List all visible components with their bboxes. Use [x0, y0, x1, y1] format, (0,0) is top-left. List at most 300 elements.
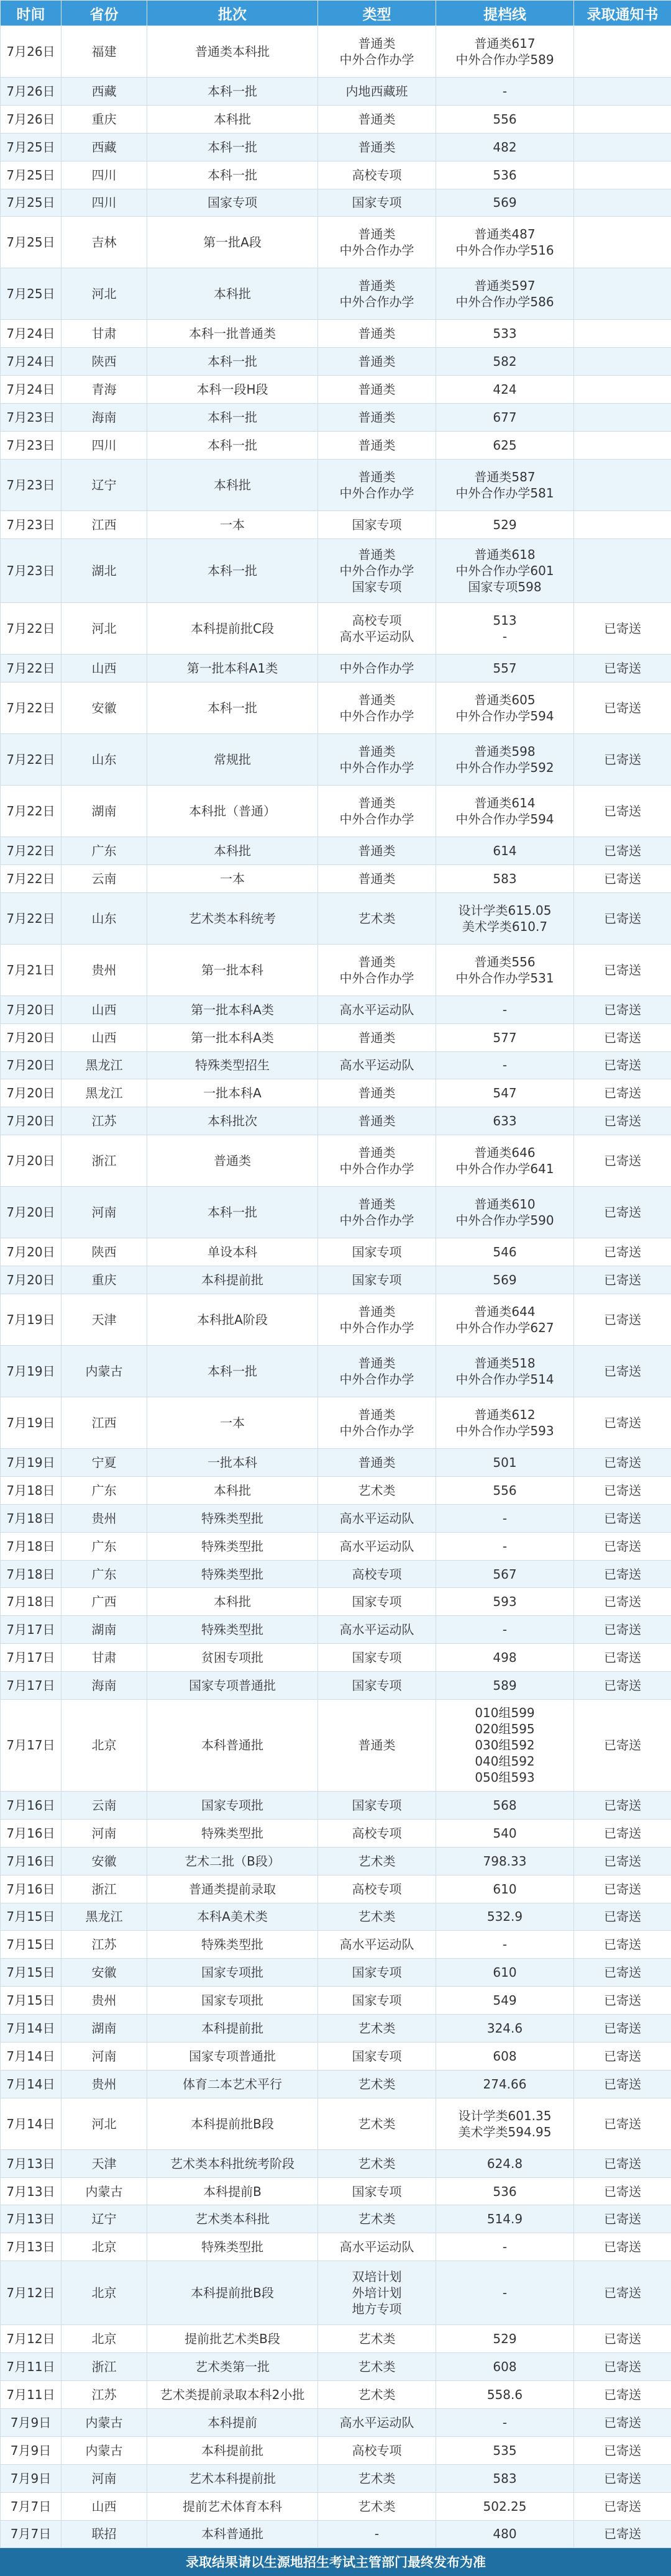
cell-province: 重庆	[62, 105, 147, 133]
cell-batch: 本科提前批	[147, 2015, 318, 2043]
header-type: 类型	[318, 1, 436, 26]
cell-notice: 已寄送	[574, 2353, 671, 2381]
cell-type: 普通类	[318, 1699, 436, 1791]
cell-province: 广东	[62, 1560, 147, 1588]
cell-type: 普通类 中外合作办学	[318, 733, 436, 785]
cell-batch: 本科批	[147, 837, 318, 864]
cell-batch: 本科批	[147, 1588, 318, 1616]
cell-date: 7月21日	[1, 944, 62, 995]
cell-type: 国家专项	[318, 1266, 436, 1294]
cell-date: 7月24日	[1, 320, 62, 348]
cell-notice: 已寄送	[574, 944, 671, 995]
cell-notice: 已寄送	[574, 1294, 671, 1345]
cell-batch: 一批本科	[147, 1449, 318, 1477]
table-row	[1, 995, 671, 1023]
cell-date: 7月19日	[1, 1449, 62, 1477]
cell-batch: 本科批次	[147, 1107, 318, 1135]
cell-notice	[574, 105, 671, 133]
cell-score: 513 -	[436, 602, 574, 654]
cell-score: -	[436, 995, 574, 1023]
cell-score: 540	[436, 1819, 574, 1847]
cell-score: 普通类598 中外合作办学592	[436, 733, 574, 785]
cell-province: 山西	[62, 655, 147, 683]
cell-batch: 特殊类型批	[147, 1532, 318, 1560]
table-row	[1, 459, 671, 510]
table-row	[1, 2233, 671, 2261]
cell-province: 山东	[62, 892, 147, 944]
cell-date: 7月20日	[1, 1187, 62, 1238]
cell-score: 610	[436, 1875, 574, 1903]
table-row	[1, 1079, 671, 1107]
cell-notice: 已寄送	[574, 1699, 671, 1791]
cell-score: 普通类518 中外合作办学514	[436, 1346, 574, 1397]
cell-date: 7月11日	[1, 2353, 62, 2381]
cell-date: 7月26日	[1, 105, 62, 133]
cell-batch: 本科一批	[147, 133, 318, 161]
table-row	[1, 189, 671, 217]
table-row	[1, 2353, 671, 2381]
cell-score: -	[436, 1504, 574, 1532]
cell-score: 529	[436, 2325, 574, 2353]
cell-date: 7月22日	[1, 682, 62, 733]
cell-batch: 艺术类本科批统考阶段	[147, 2149, 318, 2177]
cell-province: 云南	[62, 1792, 147, 1820]
cell-batch: 普通类	[147, 1135, 318, 1187]
table-row	[1, 1903, 671, 1931]
table-row	[1, 133, 671, 161]
cell-notice: 已寄送	[574, 1819, 671, 1847]
cell-date: 7月13日	[1, 2233, 62, 2261]
cell-date: 7月16日	[1, 1792, 62, 1820]
cell-date: 7月25日	[1, 217, 62, 268]
cell-batch: 单设本科	[147, 1238, 318, 1266]
cell-batch: 常规批	[147, 733, 318, 785]
cell-score: 480	[436, 2520, 574, 2548]
cell-score: 502.25	[436, 2492, 574, 2520]
cell-province: 广东	[62, 1476, 147, 1504]
cell-date: 7月20日	[1, 1135, 62, 1187]
table-row	[1, 1187, 671, 1238]
cell-batch: 艺术类本科统考	[147, 892, 318, 944]
cell-type: 艺术类	[318, 1903, 436, 1931]
cell-score: 536	[436, 2177, 574, 2205]
cell-batch: 提前批艺术类B段	[147, 2325, 318, 2353]
cell-batch: 本科提前批	[147, 1266, 318, 1294]
cell-type: 普通类 中外合作办学	[318, 26, 436, 78]
cell-type: 艺术类	[318, 2464, 436, 2492]
cell-notice: 已寄送	[574, 602, 671, 654]
table-row	[1, 2015, 671, 2043]
cell-type: 高校专项	[318, 2436, 436, 2464]
cell-notice	[574, 404, 671, 432]
cell-batch: 国家专项批	[147, 1959, 318, 1987]
cell-type: 普通类	[318, 404, 436, 432]
cell-date: 7月22日	[1, 602, 62, 654]
cell-type: 普通类	[318, 376, 436, 404]
cell-batch: 本科一批	[147, 78, 318, 106]
table-row	[1, 404, 671, 432]
cell-notice: 已寄送	[574, 785, 671, 837]
table-row	[1, 837, 671, 864]
cell-score: 普通类614 中外合作办学594	[436, 785, 574, 837]
cell-batch: 本科提前批C段	[147, 602, 318, 654]
cell-province: 山西	[62, 1023, 147, 1051]
cell-date: 7月22日	[1, 892, 62, 944]
cell-date: 7月25日	[1, 133, 62, 161]
cell-batch: 特殊类型批	[147, 2233, 318, 2261]
cell-date: 7月18日	[1, 1588, 62, 1616]
cell-score: 582	[436, 348, 574, 376]
table-row	[1, 268, 671, 320]
cell-score: 577	[436, 1023, 574, 1051]
cell-province: 四川	[62, 431, 147, 459]
cell-province: 天津	[62, 2149, 147, 2177]
cell-batch: 艺术类提前录取本科2小批	[147, 2381, 318, 2409]
cell-batch: 本科A美术类	[147, 1903, 318, 1931]
cell-batch: 本科一批	[147, 348, 318, 376]
cell-batch: 提前艺术体育本科	[147, 2492, 318, 2520]
cell-date: 7月23日	[1, 404, 62, 432]
cell-type: 高水平运动队	[318, 1051, 436, 1079]
cell-batch: 特殊类型批	[147, 1504, 318, 1532]
cell-province: 安徽	[62, 682, 147, 733]
cell-date: 7月18日	[1, 1476, 62, 1504]
cell-score: 567	[436, 1560, 574, 1588]
table-row	[1, 1819, 671, 1847]
table-row	[1, 1266, 671, 1294]
table-row	[1, 1588, 671, 1616]
cell-province: 河南	[62, 2464, 147, 2492]
cell-date: 7月7日	[1, 2492, 62, 2520]
cell-province: 河北	[62, 268, 147, 320]
cell-score: 普通类556 中外合作办学531	[436, 944, 574, 995]
table-row	[1, 26, 671, 78]
table-row	[1, 2520, 671, 2548]
cell-date: 7月17日	[1, 1616, 62, 1644]
cell-notice: 已寄送	[574, 1397, 671, 1449]
cell-date: 7月19日	[1, 1346, 62, 1397]
cell-notice: 已寄送	[574, 1238, 671, 1266]
cell-type: 普通类 中外合作办学	[318, 1187, 436, 1238]
cell-type: 艺术类	[318, 892, 436, 944]
cell-notice: 已寄送	[574, 1903, 671, 1931]
cell-province: 河南	[62, 1819, 147, 1847]
cell-province: 浙江	[62, 1135, 147, 1187]
cell-notice: 已寄送	[574, 1079, 671, 1107]
cell-notice	[574, 459, 671, 510]
cell-batch: 本科提前批B段	[147, 2261, 318, 2325]
cell-province: 湖南	[62, 1616, 147, 1644]
cell-type: 艺术类	[318, 1847, 436, 1875]
cell-batch: 本科提前	[147, 2409, 318, 2437]
cell-score: -	[436, 1616, 574, 1644]
cell-type: 高水平运动队	[318, 1616, 436, 1644]
table-row	[1, 1135, 671, 1187]
cell-notice	[574, 348, 671, 376]
cell-notice	[574, 133, 671, 161]
cell-date: 7月9日	[1, 2409, 62, 2437]
cell-province: 江苏	[62, 1931, 147, 1959]
cell-province: 吉林	[62, 217, 147, 268]
table-row	[1, 376, 671, 404]
cell-date: 7月15日	[1, 1931, 62, 1959]
cell-batch: 特殊类型批	[147, 1616, 318, 1644]
cell-score: 274.66	[436, 2070, 574, 2098]
cell-notice: 已寄送	[574, 2098, 671, 2149]
cell-score: 556	[436, 1476, 574, 1504]
cell-score: 610	[436, 1959, 574, 1987]
cell-type: 艺术类	[318, 2098, 436, 2149]
cell-notice: 已寄送	[574, 2325, 671, 2353]
header-score: 提档线	[436, 1, 574, 26]
cell-batch: 国家专项批	[147, 1987, 318, 2015]
cell-score: 569	[436, 189, 574, 217]
table-row	[1, 1504, 671, 1532]
table-row	[1, 1699, 671, 1791]
table-row	[1, 1847, 671, 1875]
cell-date: 7月20日	[1, 1266, 62, 1294]
cell-score: 设计学类615.05 美术学类610.7	[436, 892, 574, 944]
cell-notice	[574, 78, 671, 106]
cell-batch: 本科批	[147, 105, 318, 133]
cell-type: 国家专项	[318, 510, 436, 538]
table-row	[1, 510, 671, 538]
cell-batch: 艺术类第一批	[147, 2353, 318, 2381]
cell-score: 593	[436, 1588, 574, 1616]
table-row	[1, 1672, 671, 1700]
cell-batch: 本科普通批	[147, 2520, 318, 2548]
cell-date: 7月20日	[1, 1051, 62, 1079]
cell-type: 普通类	[318, 1023, 436, 1051]
cell-notice: 已寄送	[574, 1931, 671, 1959]
cell-batch: 本科一批	[147, 404, 318, 432]
table-header-row	[1, 1, 671, 26]
header-notice: 录取通知书	[574, 1, 671, 26]
cell-type: 艺术类	[318, 2381, 436, 2409]
cell-province: 广东	[62, 837, 147, 864]
cell-date: 7月23日	[1, 538, 62, 602]
cell-date: 7月25日	[1, 189, 62, 217]
cell-date: 7月11日	[1, 2381, 62, 2409]
cell-type: 普通类 中外合作办学	[318, 944, 436, 995]
cell-batch: 第一批本科	[147, 944, 318, 995]
cell-province: 宁夏	[62, 1449, 147, 1477]
table-row	[1, 1987, 671, 2015]
table-row	[1, 2381, 671, 2409]
cell-type: 普通类 中外合作办学	[318, 785, 436, 837]
table-row	[1, 538, 671, 602]
cell-type: 普通类 中外合作办学	[318, 1397, 436, 1449]
cell-province: 黑龙江	[62, 1903, 147, 1931]
cell-province: 江西	[62, 1397, 147, 1449]
cell-date: 7月9日	[1, 2464, 62, 2492]
table-row	[1, 105, 671, 133]
cell-province: 安徽	[62, 1847, 147, 1875]
cell-batch: 第一批本科A1类	[147, 655, 318, 683]
cell-batch: 本科一批	[147, 1346, 318, 1397]
cell-notice: 已寄送	[574, 2149, 671, 2177]
header-batch: 批次	[147, 1, 318, 26]
cell-province: 贵州	[62, 2070, 147, 2098]
cell-type: 高校专项	[318, 1875, 436, 1903]
cell-province: 河南	[62, 1187, 147, 1238]
table-row	[1, 1294, 671, 1345]
cell-notice: 已寄送	[574, 1847, 671, 1875]
cell-score: 普通类644 中外合作办学627	[436, 1294, 574, 1345]
cell-date: 7月20日	[1, 1079, 62, 1107]
cell-batch: 本科一段H段	[147, 376, 318, 404]
cell-date: 7月25日	[1, 161, 62, 189]
cell-date: 7月23日	[1, 510, 62, 538]
cell-date: 7月20日	[1, 1107, 62, 1135]
cell-type: 内地西藏班	[318, 78, 436, 106]
cell-type: 国家专项	[318, 1959, 436, 1987]
cell-score: 533	[436, 320, 574, 348]
cell-notice	[574, 538, 671, 602]
cell-batch: 一批本科A	[147, 1079, 318, 1107]
cell-notice: 已寄送	[574, 1187, 671, 1238]
cell-province: 辽宁	[62, 459, 147, 510]
cell-score: 558.6	[436, 2381, 574, 2409]
table-row	[1, 217, 671, 268]
cell-score: 608	[436, 2042, 574, 2070]
cell-type: 普通类 中外合作办学	[318, 268, 436, 320]
cell-notice: 已寄送	[574, 837, 671, 864]
table-row	[1, 1023, 671, 1051]
cell-date: 7月14日	[1, 2015, 62, 2043]
table-row	[1, 1792, 671, 1820]
cell-score: -	[436, 1532, 574, 1560]
cell-type: 普通类	[318, 864, 436, 892]
cell-score: 624.8	[436, 2149, 574, 2177]
cell-score: 514.9	[436, 2205, 574, 2233]
table-row	[1, 2070, 671, 2098]
cell-batch: 本科一批	[147, 1187, 318, 1238]
cell-province: 四川	[62, 189, 147, 217]
cell-score: 536	[436, 161, 574, 189]
cell-date: 7月19日	[1, 1294, 62, 1345]
table-row	[1, 2464, 671, 2492]
cell-type: 高水平运动队	[318, 995, 436, 1023]
table-row	[1, 1931, 671, 1959]
cell-type: 艺术类	[318, 2353, 436, 2381]
table-row	[1, 2098, 671, 2149]
cell-date: 7月17日	[1, 1672, 62, 1700]
cell-notice: 已寄送	[574, 2042, 671, 2070]
header-date: 时间	[1, 1, 62, 26]
cell-type: 艺术类	[318, 1476, 436, 1504]
cell-date: 7月20日	[1, 1238, 62, 1266]
cell-score: 010组599 020组595 030组592 040组592 050组593	[436, 1699, 574, 1791]
cell-notice: 已寄送	[574, 2464, 671, 2492]
cell-notice: 已寄送	[574, 2381, 671, 2409]
cell-type: 普通类	[318, 1107, 436, 1135]
cell-notice: 已寄送	[574, 1023, 671, 1051]
cell-province: 浙江	[62, 1875, 147, 1903]
cell-notice	[574, 320, 671, 348]
cell-province: 福建	[62, 26, 147, 78]
cell-type: 高校专项 高水平运动队	[318, 602, 436, 654]
cell-date: 7月23日	[1, 431, 62, 459]
cell-date: 7月14日	[1, 2042, 62, 2070]
table-row	[1, 2436, 671, 2464]
cell-type: 普通类	[318, 431, 436, 459]
cell-type: 高水平运动队	[318, 2409, 436, 2437]
table-row	[1, 864, 671, 892]
cell-notice: 已寄送	[574, 1107, 671, 1135]
cell-score: 633	[436, 1107, 574, 1135]
table-row	[1, 1051, 671, 1079]
cell-province: 河南	[62, 2042, 147, 2070]
cell-notice: 已寄送	[574, 1672, 671, 1700]
cell-type: 高校专项	[318, 161, 436, 189]
cell-score: 普通类617 中外合作办学589	[436, 26, 574, 78]
cell-province: 天津	[62, 1294, 147, 1345]
cell-province: 甘肃	[62, 1644, 147, 1672]
cell-batch: 本科一批	[147, 161, 318, 189]
table-row	[1, 682, 671, 733]
cell-province: 山西	[62, 2492, 147, 2520]
cell-notice: 已寄送	[574, 1504, 671, 1532]
cell-batch: 本科一批	[147, 682, 318, 733]
cell-province: 四川	[62, 161, 147, 189]
cell-type: 普通类	[318, 105, 436, 133]
cell-date: 7月17日	[1, 1644, 62, 1672]
cell-score: 普通类610 中外合作办学590	[436, 1187, 574, 1238]
cell-date: 7月14日	[1, 2098, 62, 2149]
cell-batch: 一本	[147, 510, 318, 538]
cell-type: 高水平运动队	[318, 1931, 436, 1959]
table-row	[1, 944, 671, 995]
cell-batch: 艺术二批（B段）	[147, 1847, 318, 1875]
cell-date: 7月9日	[1, 2436, 62, 2464]
cell-notice: 已寄送	[574, 1135, 671, 1187]
cell-date: 7月26日	[1, 26, 62, 78]
cell-notice	[574, 189, 671, 217]
cell-type: 艺术类	[318, 2325, 436, 2353]
cell-notice: 已寄送	[574, 2409, 671, 2437]
cell-batch: 特殊类型批	[147, 1560, 318, 1588]
cell-date: 7月12日	[1, 2261, 62, 2325]
cell-batch: 普通类提前录取	[147, 1875, 318, 1903]
cell-date: 7月26日	[1, 78, 62, 106]
cell-batch: 本科批	[147, 1476, 318, 1504]
cell-score: -	[436, 1931, 574, 1959]
cell-notice: 已寄送	[574, 1476, 671, 1504]
cell-batch: 本科一批普通类	[147, 320, 318, 348]
cell-score: 557	[436, 655, 574, 683]
cell-type: 普通类 中外合作办学	[318, 217, 436, 268]
table-row	[1, 2409, 671, 2437]
cell-notice: 已寄送	[574, 1644, 671, 1672]
cell-date: 7月16日	[1, 1847, 62, 1875]
cell-notice	[574, 217, 671, 268]
table-row	[1, 1107, 671, 1135]
cell-notice: 已寄送	[574, 2520, 671, 2548]
cell-province: 内蒙古	[62, 2436, 147, 2464]
cell-type: 艺术类	[318, 2015, 436, 2043]
table-row	[1, 2205, 671, 2233]
cell-date: 7月13日	[1, 2177, 62, 2205]
cell-province: 河北	[62, 602, 147, 654]
cell-province: 内蒙古	[62, 1346, 147, 1397]
cell-notice	[574, 510, 671, 538]
footer-row	[1, 2548, 671, 2576]
cell-batch: 贫困专项批	[147, 1644, 318, 1672]
cell-type: 普通类	[318, 348, 436, 376]
cell-type: -	[318, 2520, 436, 2548]
cell-date: 7月14日	[1, 2070, 62, 2098]
